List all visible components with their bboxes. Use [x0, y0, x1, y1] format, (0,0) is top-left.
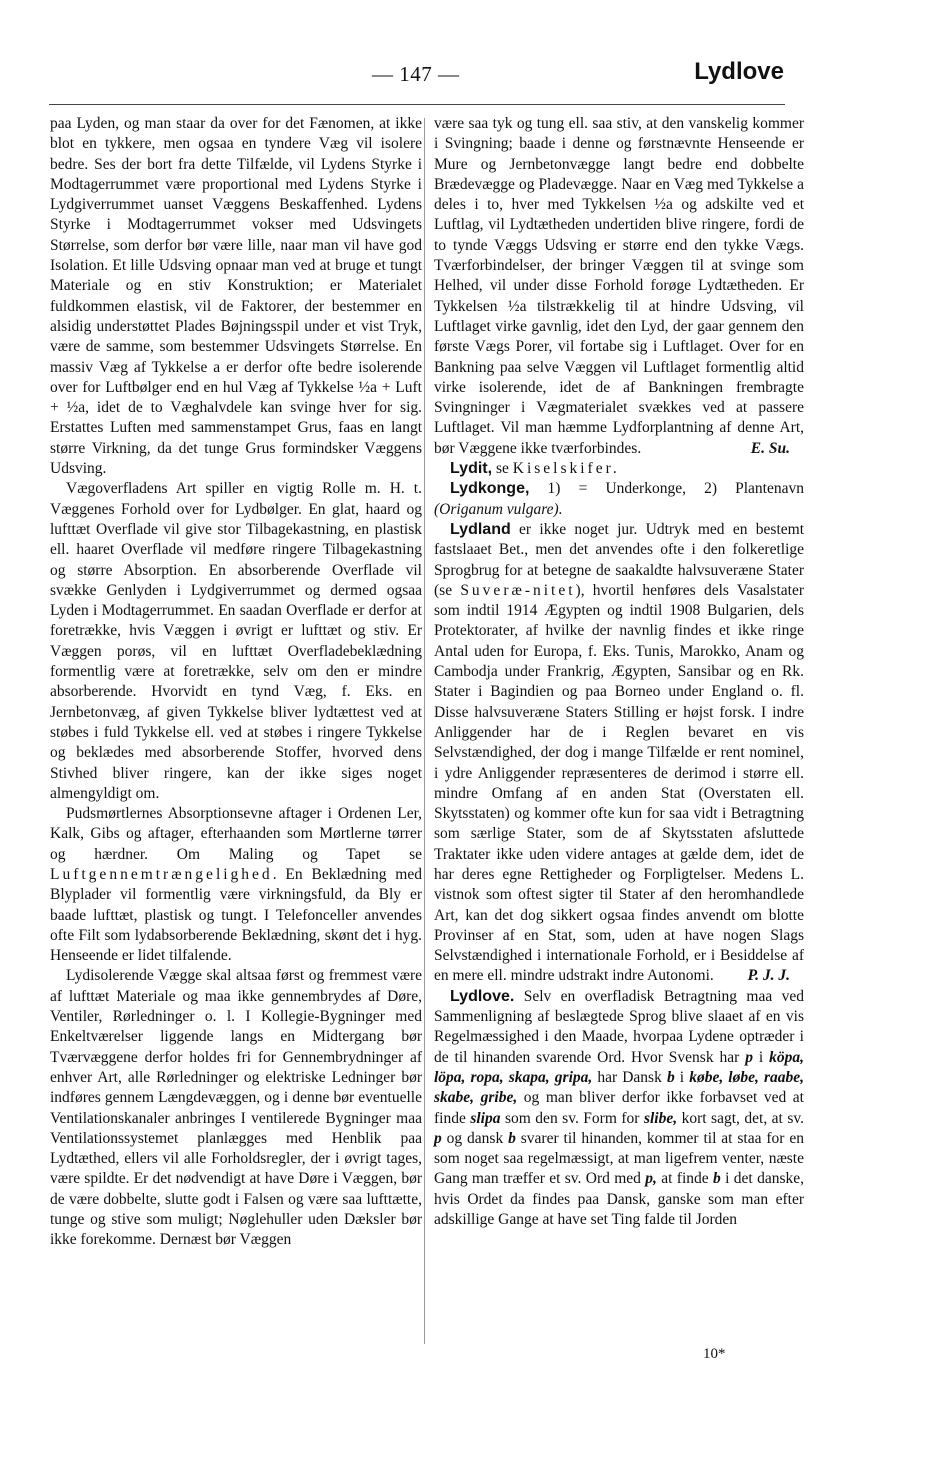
entry-lydkonge: Lydkonge, 1) = Underkonge, 2) Plantenavn (Origanum vulgare).	[434, 480, 804, 518]
author-signature: E. Su.	[750, 439, 790, 457]
paragraph: Lydisolerende Vægge skal altsaa først og fremmest være af lufttæt Materiale og maa ikke gennembrydes af Døre, Ventiler, Rørledninger o. l. I Kollegie-Bygninger med Enkeltværelser liggende langs en Midtergang bør Tværvæggene derfor holdes fri for Gennembrydninger af enhver Art, alle Rørledninger og elektriske Ledninger bør indføres gennem Længdevæggen, og i denne bør eventuelle Ventilationskanaler anbringes I ventilerede Bygninger maa Ventilationssystemet planlægges med Henblik paa Lydtæthed, ellers vil alle Forholdsregler, der i øvrigt tages, være spildte. Er det nødvendigt at have Døre i Væggen, bør de være dobbelte, slutte godt i Falsen og være saa lufttætte, tunge og stive som muligt; Nøglehuller uden Dæksler bør ikke forekomme. Dernæst bør Væggen	[50, 967, 422, 1249]
running-head: Lydlove	[694, 58, 784, 85]
cross-reference: Luftgennemtrængelighed	[50, 865, 273, 883]
paragraph: Vægoverfladens Art spiller en vigtig Rolle m. H. t. Væggenes Forhold over for Lydbølger. En glat, haard og lufttæt Overflade vil give stor Tilbagekastning, en plastisk ell. haaret Overflade vil medføre ringere Tilbagekastning og større Absorption. En absorberende Overflade vil svække Genlyden i Lydgiverrummet og dermed ogsaa Lyden i Modtagerrummet. En saadan Overflade er derfor at foretrække, hvis Væggen i øvrigt er lufttæt og stiv. Er Væggen porøs, vil en lufttæt Overfladebeklædning formentlig være at foretrække, selv om den er mindre absorberende. Hvorvidt en tynd Væg, f. Eks. en Jernbetonvæg, af given Tykkelse bliver lydtættest ved at støbes i fuld Tykkelse ell. ved at støbes i ringere Tykkelse og beklædes med absorberende Stoffer, hvorved dens Stivhed bliver ringere, kan der ikke siges noget almengyldigt om.	[50, 480, 422, 802]
page-number: — 147 —	[372, 62, 460, 86]
author-signature: P. J. J.	[747, 967, 790, 985]
header-rule	[49, 104, 785, 105]
cross-reference: Suveræ-nitet	[460, 581, 576, 599]
right-column	[434, 114, 804, 1230]
entry-term: Lydlove.	[450, 987, 515, 1005]
entry-term: Lydland	[450, 520, 511, 538]
paragraph: paa Lyden, og man staar da over for det Fænomen, at ikke blot en tykkere, men ogsaa en tyndere Væg vil isolere bedre. Ses der bort fra dette Tilfælde, vil Lydens Styrke i Modtagerrummet være proportional med Lydens Styrke i Lydgiverrummet uanset Væggens Beskaffenhed. Lydens Styrke i Modtagerrummet vokser med Udsvingets Størrelse, som derfor bør være lille, naar man vil have god Isolation. Et lille Udsving opnaar man ved at bruge et tungt Materiale og en stiv Konstruktion; er Materialet fuldkommen elastisk, vil de Faktorer, der bestemmer en alsidig understøttet Plades Bøjningsspil under et vist Tryk, være de samme, som bestemmer Udsvingets Størrelse. En massiv Væg af Tykkelse a er derfor ofte bedre isolerende over for Luftbølger end en hul Væg af Tykkelse ½a + Luft + ½a, idet de to Væghalvdele kan svinge hver for sig. Erstattes Luften med sammenstampet Grus, faas en langt større Virkning, da det tunge Grus formindsker Væggens Udsving.	[50, 115, 422, 478]
left-column	[50, 114, 422, 1251]
entry-lydit: Lydit, se Kiselskifer.	[450, 460, 620, 478]
signature-mark: 10*	[703, 1346, 726, 1362]
column-divider	[424, 118, 425, 1344]
cross-reference: Kiselskifer.	[512, 460, 620, 478]
paragraph: Pudsmørtlernes Absorptionsevne aftager i Ordenen Ler, Kalk, Gibs og aftager, efterhaanden som Mørtlerne tørrer og hærdner. Om Maling og Tapet se Luftgennemtrængelighed. En Beklædning med Blyplader vil formentlig være virkningsfuld, da Bly er baade lufttæt, plastisk og tungt. I Telefonceller anvendes ofte Filt som lydabsorberende Beklædning, skønt det i hyg. Henseende er lidet tilfalende.	[50, 805, 422, 965]
page-header	[0, 58, 928, 92]
entry-lydlove: Lydlove. Selv en overfladisk Betragtning maa ved Sammenligning af beslægtede Sprog blive slaaet af en vis Regelmæssighed i den Maade, hvorpaa Lydene optræder i de til hinanden svarende Ord. Hvor Svensk har p i köpa, löpa, ropa, skapa, gripa, har Dansk b i købe, løbe, raabe, skabe, gribe, og man bliver derfor ikke forbavset ved at finde slipa som den sv. Form for slibe, kort sagt, det, at sv. p og dansk b svarer til hinanden, kommer til at staa for en som noget saa regelmæssigt, at man ligefrem venter, næste Gang man træffer et sv. Ord med p, at finde b i det danske, hvis Ordet da findes paa Dansk, ganske som man efter adskillige Gange at have set Ting falde til Jorden	[434, 987, 804, 1229]
entry-term: Lydit,	[450, 460, 493, 478]
entry-lydland: Lydland er ikke noget jur. Udtryk med en bestemt fastslaaet Bet., men det anvendes ofte i den folkeretlige Sprogbrug for at betegne de saakaldte halvsuveræne Stater (se Suveræ-nitet), hvortil henføres dels Vasalstater som indtil 1914 Ægypten og indtil 1908 Bulgarien, dels Protektorater, af hvilke der navnlig findes et ikke ringe Antal uden for Europa, f. Eks. Tunis, Marokko, Anam og Cambodja under Frankrig, Ægypten, Sansibar og en Rk. Stater i Bagindien og paa Borneo under England o. fl. Disse halvsuveræne Staters Stilling er højst forsk. I indre Anliggender har de i Reglen bevaret en vis Selvstændighed, der dog i mange Tilfælde er rent nominel, i ydre Anliggender repræsenteres de derimod i større ell. mindre Omfang af en anden Stat (Overstaten ell. Skytsstaten) og kommer ofte kun for saa vidt i Betragtning som særlige Stater, som de af Skytsstaten afsluttede Traktater ikke uden videre antages at gælde dem, idet de har deres egne Rettigheder og Forpligtelser. Medens L. vistnok som oftest sigter til Stater af den heromhandlede Art, kan det dog sikkert ogsaa findes anvendt om blotte Provinser af en Stat, som, uden at have nogen Slags Selvstændighed i internationale Forhold, er i Besiddelse af en mere ell. mindre udstrakt indre Autonomi. P. J. J.	[434, 520, 804, 987]
paragraph: være saa tyk og tung ell. saa stiv, at den vanskelig kommer i Svingning; baade i denne og førstnævnte Henseende er Mure og Jernbetonvægge langt bedre end dobbelte Brædevægge og Pladevægge. Naar en Væg med Tykkelse a deles i to, hver med Tykkelsen ½a og adskilte ved et Luftlag, vil Lydtætheden undertiden blive ringere, fordi de to tynde Væggs Udsving er større end den tykke Vægs. Tværforbindelser, der bringer Væggen til at svinge som Helhed, vil under disse Forhold forøge Lydtætheden. Er Tykkelsen ½a tilstrækkelig til at hindre Udsving, vil Luftlaget virke gavnlig, idet den Lyd, der gaar gennem den første Vægs Porer, vil fortabe sig i Luftlaget. Over for en Bankning paa selve Væggen vil Luftlaget formentlig altid virke isolerende, idet de af Bankningen frembragte Svingninger i Vægmaterialet svækkes ved at passere Luftlaget. Vil man hæmme Lydforplantning af denne Art, bør Væggene ikke tværforbindes. E. Su.	[434, 114, 804, 459]
latin-name: (Origanum vulgare).	[434, 500, 563, 518]
entry-term: Lydkonge,	[450, 480, 530, 498]
